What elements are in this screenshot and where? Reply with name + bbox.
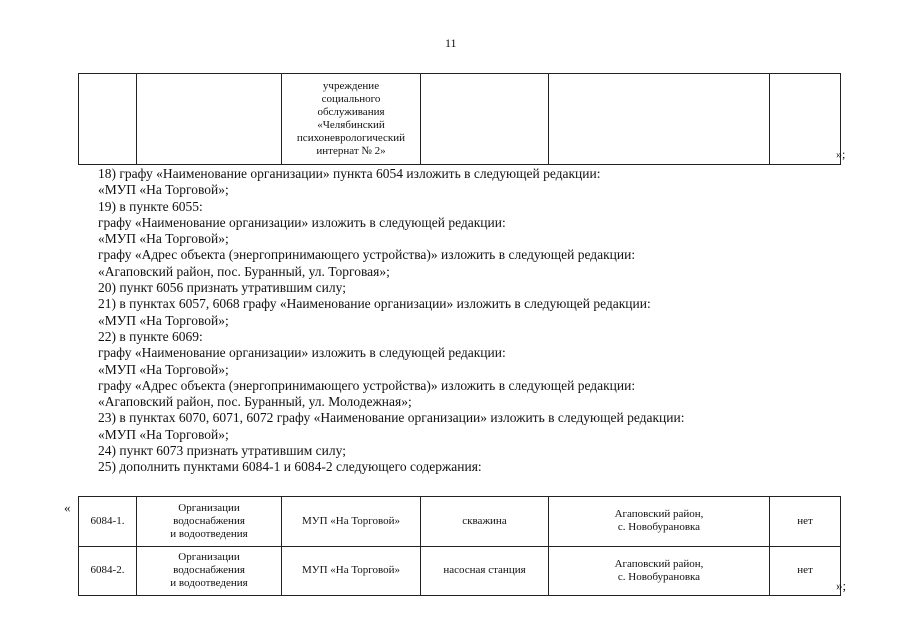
paragraph-line: графу «Адрес объекта (энергопринимающего устройства)» изложить в следующей редакции: bbox=[98, 247, 636, 263]
table-cell bbox=[137, 74, 282, 165]
table-cell bbox=[770, 74, 841, 165]
category-line: водоснабжения bbox=[173, 514, 245, 527]
institution-line: «Челябинский bbox=[317, 119, 385, 131]
row-number-cell: 6084-1. bbox=[79, 497, 137, 547]
paragraph-line: 23) в пунктах 6070, 6071, 6072 графу «Наименование организации» изложить в следующей редакции: bbox=[98, 410, 685, 426]
amendment-text bbox=[98, 166, 858, 476]
row-number-cell: 6084-2. bbox=[79, 546, 137, 596]
category-line: Организации bbox=[178, 501, 240, 514]
flag-cell: нет bbox=[770, 546, 841, 596]
paragraph-line: «МУП «На Торговой»; bbox=[98, 231, 229, 247]
institution-line: социального bbox=[321, 93, 381, 105]
institution-line: обслуживания bbox=[317, 106, 385, 118]
page-number: 11 bbox=[445, 36, 457, 50]
organization-cell: МУП «На Торговой» bbox=[282, 497, 421, 547]
table-cell bbox=[549, 74, 770, 165]
paragraph-line: 18) графу «Наименование организации» пункта 6054 изложить в следующей редакции: bbox=[98, 166, 601, 181]
address-cell bbox=[549, 497, 770, 547]
object-cell: скважина bbox=[421, 497, 549, 547]
institution-line: интернат № 2» bbox=[316, 145, 386, 157]
paragraph-line: «Агаповский район, пос. Буранный, ул. Молодежная»; bbox=[98, 394, 412, 410]
object-cell: насосная станция bbox=[421, 546, 549, 596]
bottom-table-opening-mark: « bbox=[64, 500, 71, 515]
paragraph-line: графу «Наименование организации» изложить в следующей редакции: bbox=[98, 345, 506, 361]
category-cell bbox=[137, 497, 282, 547]
paragraph-line: «МУП «На Торговой»; bbox=[98, 361, 229, 377]
top-table-closing-mark: »; bbox=[836, 147, 846, 161]
paragraph-line: 24) пункт 6073 признать утратившим силу; bbox=[98, 443, 346, 459]
address-cell bbox=[549, 546, 770, 596]
category-cell bbox=[137, 546, 282, 596]
category-line: и водоотведения bbox=[170, 527, 248, 540]
paragraph-line: «МУП «На Торговой»; bbox=[98, 182, 229, 198]
paragraph-line: 19) в пункте 6055: bbox=[98, 198, 203, 214]
paragraph-line: 20) пункт 6056 признать утратившим силу; bbox=[98, 280, 346, 296]
organization-cell: МУП «На Торговой» bbox=[282, 546, 421, 596]
address-line: Агаповский район, bbox=[614, 557, 704, 570]
address-line: с. Новобурановка bbox=[617, 570, 701, 583]
continued-table bbox=[78, 73, 841, 165]
table-cell bbox=[421, 74, 549, 165]
category-line: и водоотведения bbox=[170, 577, 248, 590]
bottom-table-closing-mark: »; bbox=[836, 578, 847, 593]
table-row bbox=[79, 497, 841, 547]
paragraph-line: «МУП «На Торговой»; bbox=[98, 312, 229, 328]
paragraph-line: 22) в пункте 6069: bbox=[98, 328, 203, 344]
paragraph-line: «Агаповский район, пос. Буранный, ул. Торговая»; bbox=[98, 263, 390, 279]
flag-cell: нет bbox=[770, 497, 841, 547]
address-line: Агаповский район, bbox=[614, 508, 704, 521]
institution-line: учреждение bbox=[322, 80, 380, 92]
paragraph-line: графу «Наименование организации» изложить в следующей редакции: bbox=[98, 214, 506, 230]
table-cell bbox=[79, 74, 137, 165]
paragraph-line: графу «Адрес объекта (энергопринимающего устройства)» изложить в следующей редакции: bbox=[98, 377, 636, 393]
paragraph-line: 21) в пунктах 6057, 6068 графу «Наименование организации» изложить в следующей редакции: bbox=[98, 296, 651, 312]
institution-cell bbox=[282, 74, 421, 165]
category-line: водоснабжения bbox=[173, 564, 245, 577]
category-line: Организации bbox=[178, 551, 240, 564]
new-entries-table bbox=[78, 496, 841, 596]
address-line: с. Новобурановка bbox=[617, 521, 701, 534]
paragraph-line: 25) дополнить пунктами 6084-1 и 6084-2 следующего содержания: bbox=[98, 459, 482, 475]
institution-line: психоневрологический bbox=[296, 132, 406, 144]
table-row bbox=[79, 546, 841, 596]
paragraph-line: «МУП «На Торговой»; bbox=[98, 426, 229, 442]
